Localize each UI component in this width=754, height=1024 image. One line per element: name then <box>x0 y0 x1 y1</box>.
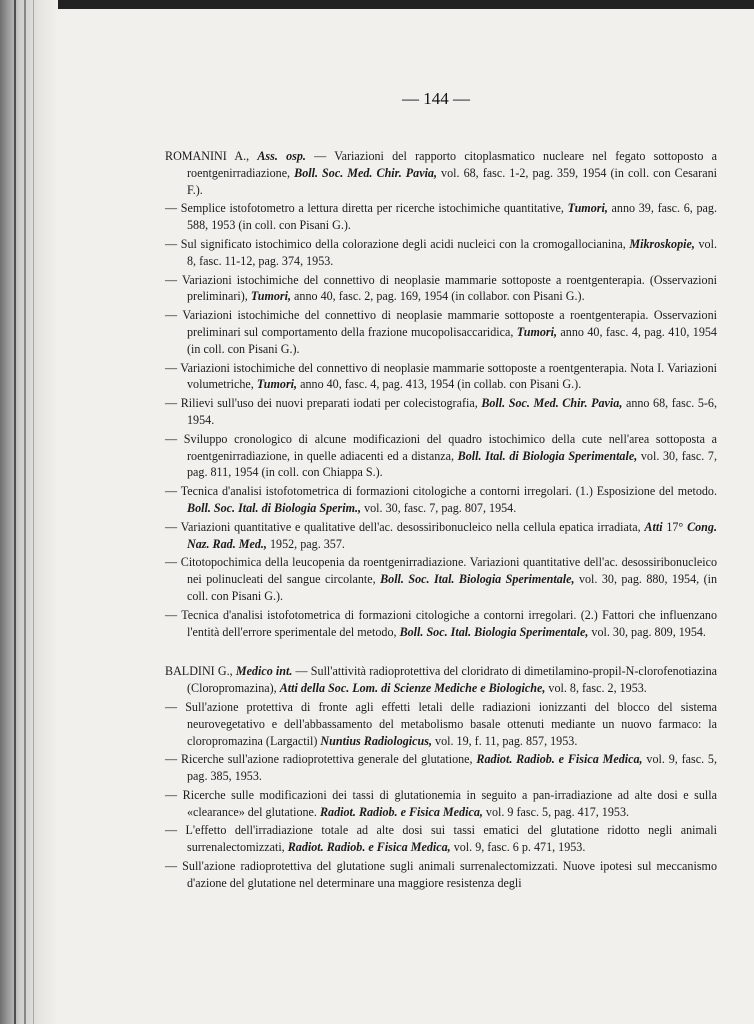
entry-text: vol. 8, fasc. 2, 1953. <box>545 681 647 696</box>
spine-line <box>33 0 34 1024</box>
author-name: BALDINI G., <box>165 664 236 679</box>
bibliography-entry: — Sviluppo cronologico di alcune modificazioni del quadro istochimico della cute nell'area sottoposta a roentgenirradiazione, in quelle adiacenti ed a distanza, Boll. Ital. di Biologia Sperimentale, vol. 30, fasc. 7, pag. 811, 1954 (in coll. con Chiappa S.). <box>165 431 717 480</box>
entry-text: vol. 30, fasc. 7, pag. 811, 1954 (in coll. con Chiappa S.). <box>187 448 717 480</box>
entry-text: anno 39, fasc. 6, pag. 588, 1953 (in coll. con Pisani G.). <box>187 201 717 233</box>
entry-text: Ricerche sull'azione radioprotettiva generale del glutatione, <box>180 752 477 767</box>
entry-text: — Variazioni del rapporto citoplasmatico nucleare nel fegato sottoposto a roentgenirradiazione, <box>187 149 717 180</box>
entry-text: 17° <box>662 519 688 534</box>
entry-text: Sul significato istochimico della colorazione degli acidi nucleici con la cromogallocianina, <box>180 236 630 251</box>
page-top-edge <box>0 0 754 9</box>
entry-text: Sviluppo cronologico di alcune modificazioni del quadro istochimico della cute nell'area sottoposta a roentgenirradiazione, in quelle adiacenti ed a distanza, <box>183 431 717 463</box>
entry-text: vol. 30, fasc. 7, pag. 807, 1954. <box>361 500 517 515</box>
bibliography-list <box>165 148 717 892</box>
entry-text: anno 68, fasc. 5-6, 1954. <box>187 396 717 427</box>
bibliography-entry: — Sull'azione protettiva di fronte agli effetti letali delle radiazioni ionizzanti del blocco del sistema neurovegetativo e dell'abbassamento del metabolismo basale ottenuti mediante un nuovo farmaco: la cloropromazina (Largactil) Nuntius Radiologicus, vol. 19, f. 11, pag. 857, 1953. <box>165 699 717 748</box>
entry-text: anno 40, fasc. 2, pag. 169, 1954 (in collabor. con Pisani G.). <box>291 289 585 304</box>
entry-text: vol. 9 fasc. 5, pag. 417, 1953. <box>482 804 630 819</box>
entry-text: Tecnica d'analisi istofotometrica di formazioni citologiche a contorni irregolari. (2.) Fattori che influenzano l'entità dell'errore sperimentale del metodo, <box>181 607 717 639</box>
bibliography-entry <box>165 663 717 697</box>
bibliography-entry: — Semplice istofotometro a lettura diretta per ricerche istochimiche quantitative, Tumori, anno 39, fasc. 6, pag. 588, 1953 (in coll. con Pisani G.). <box>165 201 717 233</box>
entry-text: Variazioni istochimiche del connettivo di neoplasie mammarie sottoposte a roentgenterapia. Nota I. Variazioni volumetriche, <box>180 360 717 392</box>
journal-title: Boll. Ital. di Biologia Sperimentale, <box>457 448 638 463</box>
entry-text: vol. 68, fasc. 1-2, pag. 359, 1954 (in coll. con Cesarani F.). <box>187 165 717 197</box>
entry-text: Citotopochimica della leucopenia da roentgenirradiazione. Variazioni quantitative dell'ac. desossiribonucleico nei polinucleati del sangue circolante, <box>180 555 717 587</box>
journal-title: Boll. Soc. Med. Chir. Pavia, <box>294 165 437 180</box>
entry-text: Rilievi sull'uso dei nuovi preparati iodati per colecistografia, <box>180 396 482 411</box>
author-position: Ass. osp. <box>257 149 306 163</box>
journal-title: Radiot. Radiob. e Fisica Medica, <box>476 752 643 767</box>
journal-title: Radiot. Radiob. e Fisica Medica, <box>287 840 451 855</box>
author-section <box>165 663 717 891</box>
spine-line <box>14 0 16 1024</box>
journal-title: Boll. Soc. Ital. di Biologia Sperim., <box>187 500 362 515</box>
bibliography-entry: — Sull'azione radioprotettiva del glutatione sugli animali surrenalectomizzati. Nuove ipotesi sul meccanismo d'azione del glutatione nel determinare una maggiore resistenza degli <box>165 859 717 890</box>
entry-text: vol. 30, pag. 809, 1954. <box>588 624 706 639</box>
entry-text: Ricerche sulle modificazioni dei tassi di glutationemia in seguito a pan-irradiazione ad alte dosi e sulla «clearance» del glutatione. <box>182 787 717 819</box>
journal-title: Tumori, <box>250 289 292 304</box>
entry-text: anno 40, fasc. 4, pag. 410, 1954 (in coll. con Pisani G.). <box>187 324 717 356</box>
bibliography-entry <box>165 148 717 198</box>
bibliography-entry: — Rilievi sull'uso dei nuovi preparati iodati per colecistografia, Boll. Soc. Med. Chir. Pavia, anno 68, fasc. 5-6, 1954. <box>165 396 717 427</box>
bibliography-entry: — Citotopochimica della leucopenia da roentgenirradiazione. Variazioni quantitative dell'ac. desossiribonucleico nei polinucleati del sangue circolante, Boll. Soc. Ital. Biologia Sperimentale, vol. 30, pag. 880, 1954, (in coll. con Pisani G.). <box>165 555 718 603</box>
bibliography-entry: — Tecnica d'analisi istofotometrica di formazioni citologiche a contorni irregolari. (2.) Fattori che influenzano l'entità dell'errore sperimentale del metodo, Boll. Soc. Ital. Biologia Sperimentale, vol. 30, pag. 809, 1954. <box>165 607 717 639</box>
bibliography-entry: — Variazioni istochimiche del connettivo di neoplasie mammarie sottoposte a roentgenterapia. Nota I. Variazioni volumetriche, Tumori, anno 40, fasc. 4, pag. 413, 1954 (in collab. con Pisani G.). <box>165 360 717 392</box>
journal-title: Tumori, <box>567 201 608 216</box>
entry-text: vol. 9, fasc. 6 p. 471, 1953. <box>450 840 586 855</box>
entry-text: Sull'azione radioprotettiva del glutatione sugli animali surrenalectomizzati. Nuove ipotesi sul meccanismo d'azione del glutatione nel determinare una maggiore resistenza degli <box>182 859 717 890</box>
bibliography-entry: — Ricerche sull'azione radioprotettiva generale del glutatione, Radiot. Radiob. e Fisica Medica, vol. 9, fasc. 5, pag. 385, 1953. <box>165 752 717 784</box>
journal-title: Boll. Soc. Ital. Biologia Sperimentale, <box>380 572 575 587</box>
page-number: — 144 — <box>402 89 470 108</box>
bibliography-entry: — Tecnica d'analisi istofotometrica di formazioni citologiche a contorni irregolari. (1.) Esposizione del metodo. Boll. Soc. Ital. di Biologia Sperim., vol. 30, fasc. 7, pag. 807, 1954. <box>165 484 717 515</box>
author-name: ROMANINI A., <box>165 149 258 163</box>
bibliography-entry: — Sul significato istochimico della colorazione degli acidi nucleici con la cromogallocianina, Mikroskopie, vol. 8, fasc. 11-12, pag. 374, 1953. <box>165 236 717 268</box>
journal-title: Tumori, <box>256 377 298 392</box>
entry-text: Variazioni istochimiche del connettivo di neoplasie mammarie sottoposte a roentgenterapia. (Osservazioni preliminari), <box>181 272 717 304</box>
entry-text: Sull'azione protettiva di fronte agli effetti letali delle radiazioni ionizzanti del blocco del sistema neurovegetativo e dell'abbassamento del metabolismo basale ottenuti mediante un nuovo farmaco: la cloropromazina (Largactil) <box>185 699 717 748</box>
binding-spine-shadow <box>0 0 58 1024</box>
author-position: Medico int. <box>235 664 293 679</box>
entry-text: — Sull'attività radioprotettiva del cloridrato di dimetilamino-propil-N-clorofenotiazina (Cloropromazina), <box>187 664 717 696</box>
entry-text: 1952, pag. 357. <box>266 536 345 551</box>
bibliography-entry: — L'effetto dell'irradiazione totale ad alte dosi sui tassi ematici del glutatione ridotto negli animali surrenalectomizzati, Radiot. Radiob. e Fisica Medica, vol. 9, fasc. 6 p. 471, 1953. <box>165 823 717 855</box>
spine-line <box>24 0 26 1024</box>
entry-text: L'effetto dell'irradiazione totale ad alte dosi sui tassi ematici del glutatione ridotto negli animali surrenalectomizzati, <box>185 823 717 855</box>
journal-title: Boll. Soc. Med. Chir. Pavia, <box>481 396 623 411</box>
journal-title: Nuntius Radiologicus, <box>320 733 432 748</box>
journal-title: Tumori, <box>516 324 558 339</box>
bibliography-entry: — Ricerche sulle modificazioni dei tassi di glutationemia in seguito a pan-irradiazione ad alte dosi e sulla «clearance» del glutatione. Radiot. Radiob. e Fisica Medica, vol. 9 fasc. 5, pag. 417, 1953. <box>165 787 717 819</box>
entry-text: vol. 30, pag. 880, 1954, (in coll. con Pisani G.). <box>187 572 718 603</box>
journal-title: Atti <box>644 519 663 534</box>
bibliography-entry: — Variazioni istochimiche del connettivo di neoplasie mammarie sottoposte a roentgenterapia. (Osservazioni preliminari), Tumori, anno 40, fasc. 2, pag. 169, 1954 (in collabor. con Pisani G.). <box>165 272 717 304</box>
bibliography-entry: — Variazioni quantitative e qualitative dell'ac. desossiribonucleico nella cellula epatica irradiata, Atti 17° Cong. Naz. Rad. Med., 1952, pag. 357. <box>165 519 717 551</box>
entry-text: anno 40, fasc. 4, pag. 413, 1954 (in collab. con Pisani G.). <box>297 377 582 392</box>
author-section <box>165 148 717 640</box>
journal-title: Cong. Naz. Rad. Med., <box>187 519 717 551</box>
bibliography-entry: — Variazioni istochimiche del connettivo di neoplasie mammarie sottoposte a roentgenterapia. Osservazioni preliminari sul comportamento della frazione mucopolisaccaridica, Tumori, anno 40, fasc. 4, pag. 410, 1954 (in coll. con Pisani G.). <box>165 308 717 356</box>
entry-text: vol. 19, f. 11, pag. 857, 1953. <box>432 733 578 748</box>
journal-title: Boll. Soc. Ital. Biologia Sperimentale, <box>399 624 589 639</box>
entry-text: Tecnica d'analisi istofotometrica di formazioni citologiche a contorni irregolari. (1.) Esposizione del metodo. <box>180 484 717 499</box>
entry-text: Variazioni quantitative e qualitative dell'ac. desossiribonucleico nella cellula epatica irradiata, <box>180 519 645 534</box>
journal-title: Radiot. Radiob. e Fisica Medica, <box>319 804 483 819</box>
journal-title: Atti della Soc. Lom. di Scienze Mediche e Biologiche, <box>279 681 546 696</box>
journal-title: Mikroskopie, <box>629 236 695 251</box>
entry-text: Variazioni istochimiche del connettivo di neoplasie mammarie sottoposte a roentgenterapia. Osservazioni preliminari sul comportamento della frazione mucopolisaccaridica, <box>182 308 717 339</box>
entry-text: Semplice istofotometro a lettura diretta per ricerche istochimiche quantitative, <box>180 201 568 216</box>
entry-text: vol. 9, fasc. 5, pag. 385, 1953. <box>187 752 717 784</box>
entry-text: vol. 8, fasc. 11-12, pag. 374, 1953. <box>187 236 717 268</box>
